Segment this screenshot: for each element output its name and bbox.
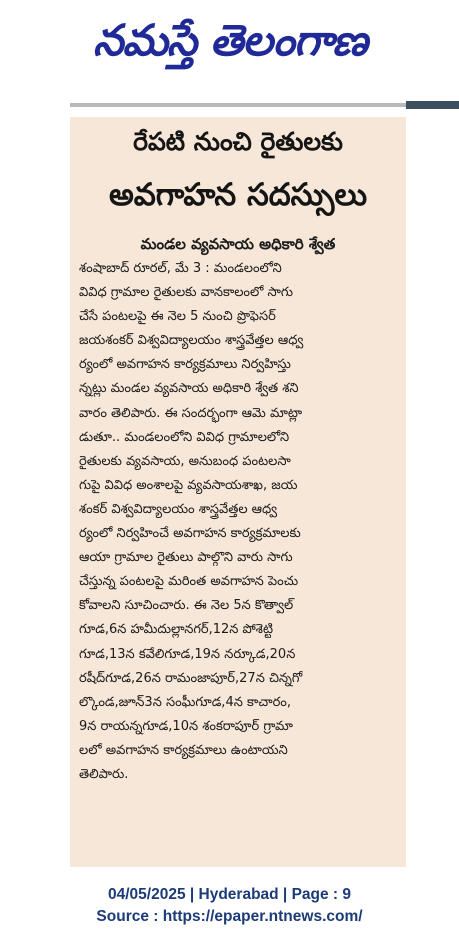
body-line: శంషాబాద్‌ రూరల్‌, మే 3 : మండలంలోని bbox=[79, 261, 282, 276]
body-line: తెలిపారు. bbox=[79, 766, 129, 782]
body-line: న్నట్లు మండల వ్యవసాయ అధికారి శ్వేత శని bbox=[79, 381, 299, 397]
body-line: గూడ,13న కవేలిగూడ,19న నర్కూడ,20న bbox=[79, 646, 296, 662]
body-line: ర్యంలో నిర్వహించే అవగాహన కార్యక్రమాలకు bbox=[79, 526, 301, 542]
footer-date-page: 04/05/2025 | Hyderabad | Page : 9 bbox=[107, 886, 352, 903]
body-line: డుతూ.. మండలంలోని వివిధ గ్రామాలలోని bbox=[79, 429, 290, 445]
masthead-divider-accent bbox=[406, 101, 459, 109]
body-line: గూడ,6న హమీదుల్లానగర్‌,12న పోశెట్టి bbox=[79, 622, 273, 638]
body-line: రషీద్‌గూడ,26న రామంజాపూర్‌,27న చిన్నగో bbox=[79, 670, 303, 686]
body-line: ల్కొండ,జూన్‌3న సంఘీగూడ,4న కాచారం, bbox=[79, 694, 292, 710]
body-line: ర్యంలో అవగాహన కార్యక్రమాలు నిర్వహిస్తు bbox=[79, 357, 291, 373]
footer-source-link[interactable]: Source : https://epaper.ntnews.com/ bbox=[96, 908, 363, 925]
body-line: చేసే పంటలపై ఈ నెల 5 నుంచి ప్రొఫెసర్‌ bbox=[79, 309, 276, 325]
body-line: లలో అవగాహన కార్యక్రమాలు ఉంటాయని bbox=[79, 742, 288, 758]
body-line: చేస్తున్న పంటలపై మరింత అవగాహన పెంచు bbox=[79, 574, 299, 590]
newspaper-masthead bbox=[0, 0, 459, 95]
body-line: ఆయా గ్రామాల రైతులు పాల్గొని వారు సాగు bbox=[79, 550, 293, 566]
body-line: రైతులకు వ్యవసాయ, అనుబంధ పంటలసా bbox=[79, 453, 291, 469]
headline-line-1: రేపటి నుంచి రైతులకు bbox=[133, 127, 343, 156]
body-line: కోవాలని సూచించారు. ఈ నెల 5న కొత్వాల్‌ bbox=[79, 598, 294, 614]
article-clipping bbox=[70, 117, 406, 867]
body-line: శంకర్‌ విశ్వవిద్యాలయం శాస్త్రవేత్తల ఆధ్వ bbox=[79, 501, 278, 517]
article-body bbox=[79, 257, 399, 787]
headline-line-2: అవగాహన సదస్సులు bbox=[108, 177, 368, 213]
body-line: జయశంకర్‌ విశ్వవిద్యాలయం శాస్త్రవేత్తల ఆధ్వ bbox=[79, 333, 304, 349]
subheadline: మండల వ్యవసాయ అధికారి శ్వేత bbox=[140, 235, 336, 253]
masthead-divider bbox=[70, 103, 406, 107]
masthead-logo: నమస్తే తెలంగాణ bbox=[93, 16, 367, 66]
body-line: 9న రాయన్నగూడ,10న శంకరాపూర్‌ గ్రామా bbox=[79, 718, 293, 734]
body-line: గుపై వివిధ అంశాలపై వ్యవసాయశాఖ, జయ bbox=[79, 477, 298, 493]
body-line: వివిధ గ్రామాల రైతులకు వానకాలంలో సాగు bbox=[79, 285, 294, 301]
body-line: వారం తెలిపారు. ఈ సందర్భంగా ఆమె మాట్లా bbox=[79, 405, 303, 421]
